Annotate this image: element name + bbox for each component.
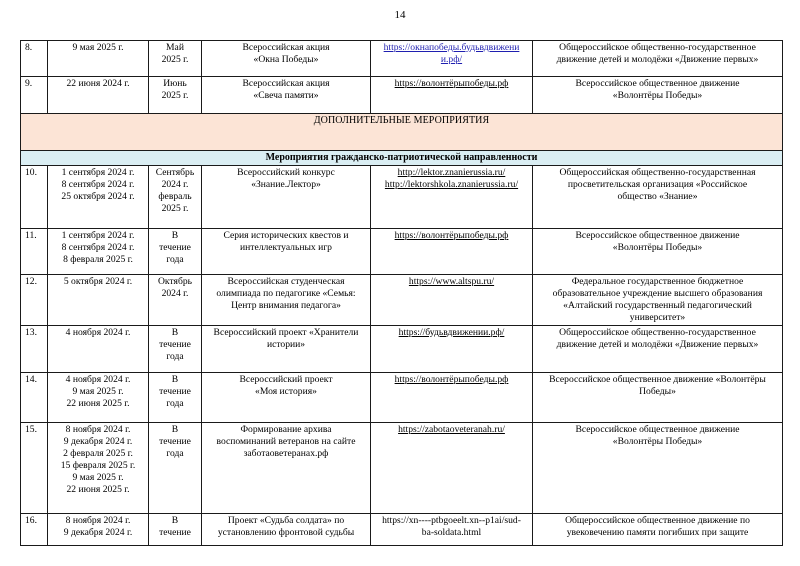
event-url-text: https://xn----ptbgoeelt.xn--p1ai/sud- [382, 515, 521, 526]
link-cell[interactable] [371, 166, 533, 229]
row-number: 13. [21, 326, 48, 373]
event-url-text: ba-soldata.html [421, 527, 482, 538]
section-title: ДОПОЛНИТЕЛЬНЫЕ МЕРОПРИЯТИЯ [21, 114, 783, 151]
organizer-cell: Общероссийское общественное движение по увековечению памяти погибших при защите [533, 514, 783, 546]
event-cell: Формирование архива воспоминаний ветеранов на сайте заботаоветеранах.рф [202, 423, 371, 514]
event-cell: Проект «Судьба солдата» по установлению фронтовой судьбы [202, 514, 371, 546]
period-cell: В течение [149, 514, 202, 546]
event-link[interactable]: http://lektor.znanierussia.ru/ [397, 167, 506, 178]
link-cell[interactable] [371, 77, 533, 114]
page-number: 14 [394, 9, 406, 21]
period-cell: Октябрь 2024 г. [149, 275, 202, 326]
event-cell: Всероссийская студенческая олимпиада по педагогике «Семья: Центр внимания педагога» [202, 275, 371, 326]
subsection-title: Мероприятия гражданско-патриотической направленности [21, 151, 783, 166]
table-row [21, 41, 783, 77]
event-link[interactable]: http://lektorshkola.znanierussia.ru/ [384, 179, 519, 190]
table-row [21, 514, 783, 546]
link-cell[interactable] [371, 326, 533, 373]
event-link[interactable]: https://волонтёрыпобеды.рф [394, 78, 509, 89]
period-cell: В течение года [149, 326, 202, 373]
event-link[interactable]: https://волонтёрыпобеды.рф [394, 374, 509, 385]
table-row [21, 423, 783, 514]
dates-cell: 8 ноября 2024 г. 9 декабря 2024 г. [48, 514, 149, 546]
event-link[interactable]: https://будьвдвижении.рф/ [398, 327, 505, 338]
row-number: 15. [21, 423, 48, 514]
event-cell: Всероссийский конкурс «Знание.Лектор» [202, 166, 371, 229]
organizer-cell: Всероссийское общественное движение «Волонтёры Победы» [533, 229, 783, 275]
section-header-row [21, 114, 783, 151]
row-number: 8. [21, 41, 48, 77]
dates-cell: 8 ноября 2024 г. 9 декабря 2024 г. 2 февраля 2025 г. 15 февраля 2025 г. 9 мая 2025 г. 22 июня 2025 г. [48, 423, 149, 514]
organizer-cell: Общероссийское общественно-государственное движение детей и молодёжи «Движение первых» [533, 326, 783, 373]
event-link[interactable]: https://www.altspu.ru/ [408, 276, 495, 287]
event-link[interactable]: https://волонтёрыпобеды.рф [394, 230, 509, 241]
dates-cell: 22 июня 2024 г. [48, 77, 149, 114]
subsection-header-row [21, 151, 783, 166]
event-link[interactable]: https://zabotaoveteranah.ru/ [398, 424, 505, 435]
dates-cell: 9 мая 2025 г. [48, 41, 149, 77]
organizer-cell: Общероссийское общественно-государственное движение детей и молодёжи «Движение первых» [533, 41, 783, 77]
dates-cell: 1 сентября 2024 г. 8 сентября 2024 г. 8 февраля 2025 г. [48, 229, 149, 275]
event-link[interactable]: https://окнапобеды.будьвдвижени [383, 42, 520, 53]
link-cell[interactable] [371, 275, 533, 326]
row-number: 11. [21, 229, 48, 275]
link-cell[interactable] [371, 373, 533, 423]
event-cell: Серия исторических квестов и интеллектуальных игр [202, 229, 371, 275]
dates-cell: 5 октября 2024 г. [48, 275, 149, 326]
period-cell: В течение года [149, 229, 202, 275]
dates-cell: 1 сентября 2024 г. 8 сентября 2024 г. 25 октября 2024 г. [48, 166, 149, 229]
link-cell[interactable] [371, 41, 533, 77]
link-cell [371, 514, 533, 546]
link-cell[interactable] [371, 229, 533, 275]
period-cell: Май 2025 г. [149, 41, 202, 77]
organizer-cell: Федеральное государственное бюджетное образовательное учреждение высшего образования «Алтайский государственный педагогический университет» [533, 275, 783, 326]
table-row [21, 326, 783, 373]
organizer-cell: Всероссийское общественное движение «Волонтёры Победы» [533, 423, 783, 514]
table-row [21, 373, 783, 423]
event-cell: Всероссийский проект «Хранители истории» [202, 326, 371, 373]
table-row [21, 166, 783, 229]
event-link[interactable]: и.рф/ [440, 54, 463, 65]
event-cell: Всероссийская акция «Окна Победы» [202, 41, 371, 77]
row-number: 16. [21, 514, 48, 546]
event-cell: Всероссийская акция «Свеча памяти» [202, 77, 371, 114]
event-cell: Всероссийский проект «Моя история» [202, 373, 371, 423]
period-cell: В течение года [149, 423, 202, 514]
dates-cell: 4 ноября 2024 г. [48, 326, 149, 373]
organizer-cell: Всероссийское общественное движение «Волонтёры Победы» [533, 373, 783, 423]
table-row [21, 275, 783, 326]
dates-cell: 4 ноября 2024 г. 9 мая 2025 г. 22 июня 2025 г. [48, 373, 149, 423]
row-number: 14. [21, 373, 48, 423]
period-cell: Июнь 2025 г. [149, 77, 202, 114]
period-cell: В течение года [149, 373, 202, 423]
period-cell: Сентябрь 2024 г. февраль 2025 г. [149, 166, 202, 229]
row-number: 9. [21, 77, 48, 114]
table-row [21, 77, 783, 114]
events-table [20, 40, 783, 546]
organizer-cell: Общероссийская общественно-государственная просветительская организация «Российское общество «Знание» [533, 166, 783, 229]
table-row [21, 229, 783, 275]
row-number: 12. [21, 275, 48, 326]
row-number: 10. [21, 166, 48, 229]
link-cell[interactable] [371, 423, 533, 514]
organizer-cell: Всероссийское общественное движение «Волонтёры Победы» [533, 77, 783, 114]
